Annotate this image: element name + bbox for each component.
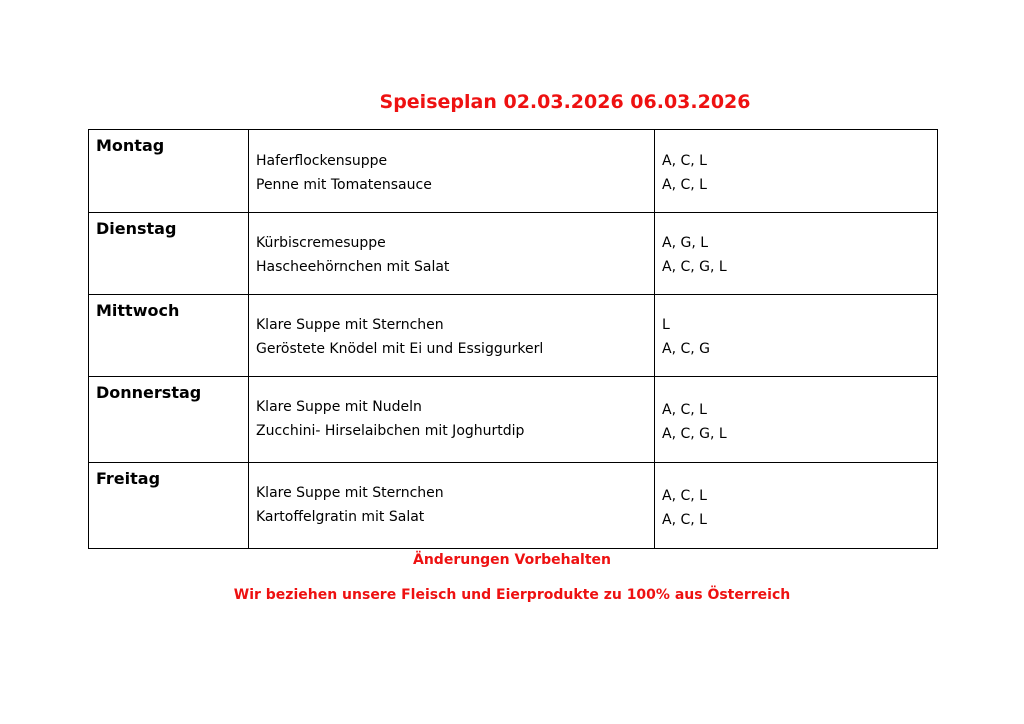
day-label: Mittwoch (96, 301, 180, 320)
dish-text: Klare Suppe mit Nudeln (256, 399, 422, 415)
table-row (89, 463, 938, 549)
day-label: Dienstag (96, 219, 177, 238)
dish-text: Kürbiscremesuppe (256, 235, 386, 251)
allergens-cell (655, 130, 938, 213)
dish-text: Kartoffelgratin mit Salat (256, 509, 425, 525)
dish-text: Haferflockensuppe (256, 153, 388, 169)
allergen-text: A, C, L (662, 488, 707, 504)
dishes-cell (249, 213, 655, 295)
allergen-text: A, C, G (662, 341, 711, 357)
allergen-text: A, G, L (662, 235, 709, 251)
day-cell (89, 463, 249, 549)
allergen-text: L (662, 317, 670, 333)
allergen-text: A, C, G, L (662, 426, 727, 442)
dish-text: Klare Suppe mit Sternchen (256, 317, 444, 333)
allergen-text: A, C, G, L (662, 259, 727, 275)
dishes-cell (249, 130, 655, 213)
table-row (89, 377, 938, 463)
table-row (89, 213, 938, 295)
dish-text: Penne mit Tomatensauce (256, 177, 432, 193)
dish-text: Hascheehörnchen mit Salat (256, 259, 450, 275)
day-label: Freitag (96, 469, 161, 488)
allergen-text: A, C, L (662, 402, 707, 418)
allergen-text: A, C, L (662, 177, 707, 193)
day-cell (89, 130, 249, 213)
dish-text: Zucchini- Hirselaibchen mit Joghurtdip (256, 423, 525, 439)
day-cell (89, 213, 249, 295)
allergens-cell (655, 463, 938, 549)
table-row (89, 130, 938, 213)
footer-origin-note: Wir beziehen unsere Fleisch und Eierprodukte zu 100% aus Österreich (233, 587, 791, 603)
footer-note: Änderungen Vorbehalten (413, 552, 611, 568)
dishes-cell (249, 295, 655, 377)
allergens-cell (655, 295, 938, 377)
dishes-cell (249, 463, 655, 549)
allergens-cell (655, 377, 938, 463)
dish-text: Klare Suppe mit Sternchen (256, 485, 444, 501)
table-row (89, 295, 938, 377)
day-cell (89, 295, 249, 377)
day-label: Montag (96, 136, 165, 155)
allergen-text: A, C, L (662, 153, 707, 169)
menu-table (88, 129, 938, 549)
dish-text: Geröstete Knödel mit Ei und Essiggurkerl (256, 341, 544, 357)
dishes-cell (249, 377, 655, 463)
allergen-text: A, C, L (662, 512, 707, 528)
allergens-cell (655, 213, 938, 295)
page-title: Speiseplan 02.03.2026 06.03.2026 (379, 91, 751, 113)
day-label: Donnerstag (96, 383, 202, 402)
day-cell (89, 377, 249, 463)
